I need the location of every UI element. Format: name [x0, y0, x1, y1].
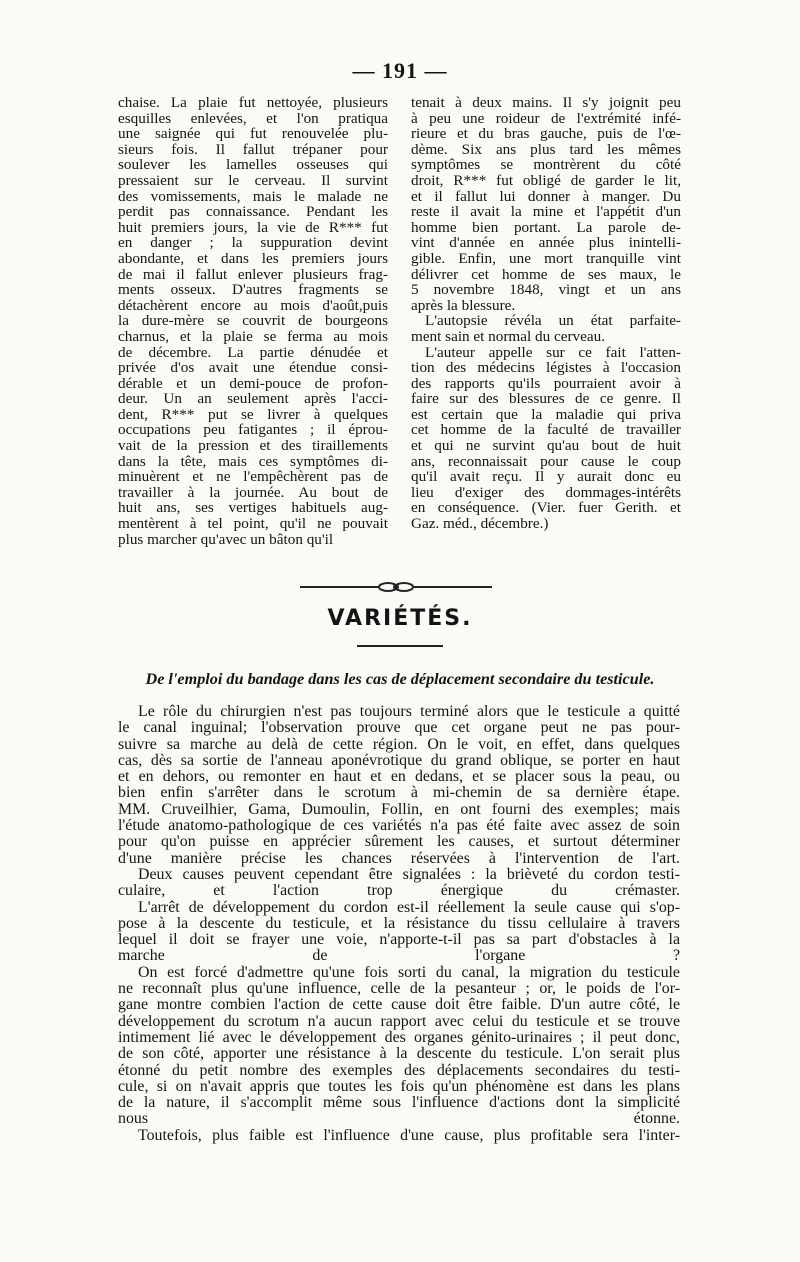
text-line: est certain que la maladie qui priva — [411, 406, 681, 423]
text-line: étonné du petit nombre des exemples des déplacements secondaires du testi- — [118, 1062, 680, 1079]
paragraph — [411, 345, 681, 532]
text-line: nous étonne. — [118, 1111, 680, 1128]
text-line: des vomissements, mais le malade ne — [118, 188, 388, 205]
text-line: et en dehors, ou remonter en haut et en dedans, et se placer sous la peau, ou — [118, 769, 680, 786]
text-line: L'auteur appelle sur ce fait l'atten- — [425, 344, 681, 361]
text-line: privée d'os avait une étendue consi- — [118, 360, 388, 376]
paragraph — [118, 867, 680, 900]
text-line: le canal inguinal; l'observation prouve que cet organe peut ne pas pour- — [118, 720, 680, 737]
paragraph — [118, 900, 680, 965]
text-line: d'une manière précise les chances réservées à l'intervention de l'art. — [118, 850, 680, 867]
text-line: après la blessure. — [411, 297, 516, 314]
text-line: minuèrent et ne l'empêchèrent pas de — [118, 469, 388, 485]
text-line: droit, R*** fut obligé de garder le lit, — [411, 172, 681, 189]
text-line: lequel il doit se frayer une voie, n'apporte-t-il pas sa part d'obstacles à la — [118, 932, 680, 949]
text-line: L'arrêt de développement du cordon est-il réellement la seule cause qui s'op- — [138, 899, 680, 916]
section-title: VARIÉTÉS. — [327, 606, 473, 631]
text-line: à peu une roideur de l'extrémité infé- — [411, 110, 681, 127]
text-line: tion des médecins légistes à l'occasion — [411, 360, 681, 376]
paragraph — [118, 95, 388, 547]
text-line: plus marcher qu'avec un bâton qu'il — [118, 531, 334, 548]
text-line: pressaient sur le cerveau. Il survint — [118, 172, 388, 189]
text-line: la dure-mère se couvrit de bourgeons — [118, 313, 388, 329]
text-line: lieu d'exiger des dommages-intérêts — [411, 484, 681, 501]
text-line: en conséquence. (Vier. fuer Gerith. et — [411, 500, 681, 517]
text-line: L'autopsie révéla un état parfaite- — [425, 313, 681, 329]
text-line: une saignée qui fut renouvelée plu- — [118, 126, 388, 142]
text-line: charnus, et la plaie se ferma au mois — [118, 328, 388, 345]
text-line: et il fallut lui donner à manger. Du — [411, 188, 681, 205]
text-line: de mai il fallut enlever plusieurs frag- — [118, 266, 388, 283]
text-line: sieurs fois. Il fallut trépaner pour — [118, 141, 388, 158]
text-line: gane montre combien l'action de cette cause doit être faible. D'un autre côté, le — [118, 997, 680, 1014]
text-line: détachèrent encore au mois d'août,puis — [118, 297, 388, 314]
text-line: ment sain et normal du cerveau. — [411, 328, 605, 345]
text-line: dans la tête, mais ces symptômes di- — [118, 453, 388, 470]
text-line: occupations peu fatigantes ; il éprou- — [118, 422, 388, 439]
text-line: gible. Enfin, une mort tranquille vint — [411, 250, 681, 267]
text-line: vait de la pression et des tiraillements — [118, 438, 388, 454]
text-line: chaise. La plaie fut nettoyée, plusieurs — [118, 95, 388, 111]
left-column — [118, 95, 388, 547]
text-line: Toutefois, plus faible est l'influence d'une cause, plus profitable sera l'inter- — [138, 1127, 680, 1144]
text-line: cet homme de la faculté de travailler — [411, 422, 681, 439]
text-line: intimement lié avec le développement des organes génito-urinaires ; il peut donc, — [118, 1029, 680, 1046]
text-line: dent, R*** put se livrer à quelques — [118, 406, 388, 423]
text-line: l'étude anatomo-pathologique de ces variétés n'a pas été faite avec assez de soin — [118, 818, 680, 835]
text-line: développement du scrotum n'a aucun rapport avec celui du testicule et se trouve — [118, 1013, 680, 1030]
text-line: de décembre. La partie dénudée et — [118, 344, 388, 361]
text-line: culaire, et l'action trop énergique du crémaster. — [118, 883, 680, 900]
text-line: ne reconnaît plus qu'une influence, celle de la pesanteur ; or, le poids de l'or- — [118, 981, 680, 998]
text-line: marche de l'organe ? — [118, 948, 680, 965]
text-line: huit ans, ses vertiges habituels aug- — [118, 500, 388, 517]
text-line: dérable et un demi-pouce de profon- — [118, 375, 388, 392]
text-line: et qui ne survint qu'au bout de huit — [411, 438, 681, 454]
text-line: esquilles enlevées, et l'on pratiqua — [118, 110, 388, 127]
text-line: homme bien portant. La parole de- — [411, 219, 681, 236]
text-line: ans, reconnaissait pour cause le coup — [411, 453, 681, 470]
title-rule — [357, 645, 443, 647]
paragraph — [411, 313, 681, 344]
text-line: rieure et du bras gauche, puis de l'œ- — [411, 126, 681, 142]
text-line: délivrer cet homme de ses maux, le — [411, 266, 681, 283]
text-line: Deux causes peuvent cependant être signalées : la brièveté du cordon testi- — [138, 866, 680, 883]
paragraph — [118, 704, 680, 867]
text-line: perdit pas connaissance. Pendant les — [118, 204, 388, 220]
text-line: de son côté, apporter une résistance à la descente du testicule. L'on serait plus — [118, 1046, 680, 1063]
text-line: dème. Six ans plus tard les mêmes — [411, 141, 681, 158]
paragraph — [118, 1128, 680, 1144]
text-line: 5 novembre 1848, vingt et un ans — [411, 282, 681, 298]
text-line: pose à la descente du testicule, et la résistance du tissu cellulaire à travers — [118, 915, 680, 932]
text-line: mentèrent à tel point, qu'il ne pouvait — [118, 516, 388, 532]
text-line: deur. Un an seulement après l'acci- — [118, 391, 388, 407]
text-line: qu'il avait reçu. Il y aurait donc eu — [411, 469, 681, 485]
right-column — [411, 95, 681, 532]
ornament-divider — [298, 578, 494, 596]
article-title: De l'emploi du bandage dans les cas de déplacement secondaire du testicule. — [145, 670, 655, 688]
text-line: MM. Cruveilhier, Gama, Dumoulin, Follin, en ont fourni des exemples; mais — [118, 801, 680, 818]
text-line: en danger ; la suppuration devint — [118, 235, 388, 251]
text-line: cas, dès sa sortie de l'anneau aponévrotique du grand oblique, se porter en haut — [118, 752, 680, 769]
text-line: ments osseux. D'autres fragments se — [118, 282, 388, 298]
paragraph — [411, 95, 681, 313]
text-line: symptômes se montrèrent du côté — [411, 157, 681, 173]
text-line: soulever les lamelles osseuses qui — [118, 157, 388, 173]
text-line: travailler à la journée. Au bout de — [118, 484, 388, 501]
text-line: de la nature, il s'accomplit même sous l'influence d'actions dont la simplicité — [118, 1095, 680, 1112]
text-line: Le rôle du chirurgien n'est pas toujours terminé alors que le testicule a quitté — [138, 704, 680, 720]
text-line: faire sur des blessures de ce genre. Il — [411, 391, 681, 407]
text-line: bien enfin s'arrêter dans le scrotum à mi-chemin de sa dernière étape. — [118, 785, 680, 802]
text-line: tenait à deux mains. Il s'y joignit peu — [411, 95, 681, 111]
text-line: huit premiers jours, la vie de R*** fut — [118, 219, 388, 236]
text-line: cule, si on n'avait appris que toutes les fois qu'un phénomène est dans les plans — [118, 1078, 680, 1095]
text-line: suivre sa marche au delà de cette région. On le voit, en effet, dans quelques — [118, 736, 680, 753]
page-number: — 191 — — [352, 58, 448, 83]
paragraph — [118, 965, 680, 1128]
text-line: abondante, et dans les premiers jours — [118, 250, 388, 267]
text-line: Gaz. méd., décembre.) — [411, 516, 549, 532]
text-line: des rapports qu'ils pourraient avoir à — [411, 375, 681, 392]
article-body — [118, 704, 680, 1144]
text-line: reste il avait la mine et l'appétit d'un — [411, 204, 681, 220]
text-line: vint d'année en année plus inintelli- — [411, 235, 681, 251]
text-line: pour qu'on puisse en apprécier sûrement les causes, et surtout déterminer — [118, 834, 680, 851]
text-line: On est forcé d'admettre qu'une fois sorti du canal, la migration du testicule — [138, 964, 680, 981]
